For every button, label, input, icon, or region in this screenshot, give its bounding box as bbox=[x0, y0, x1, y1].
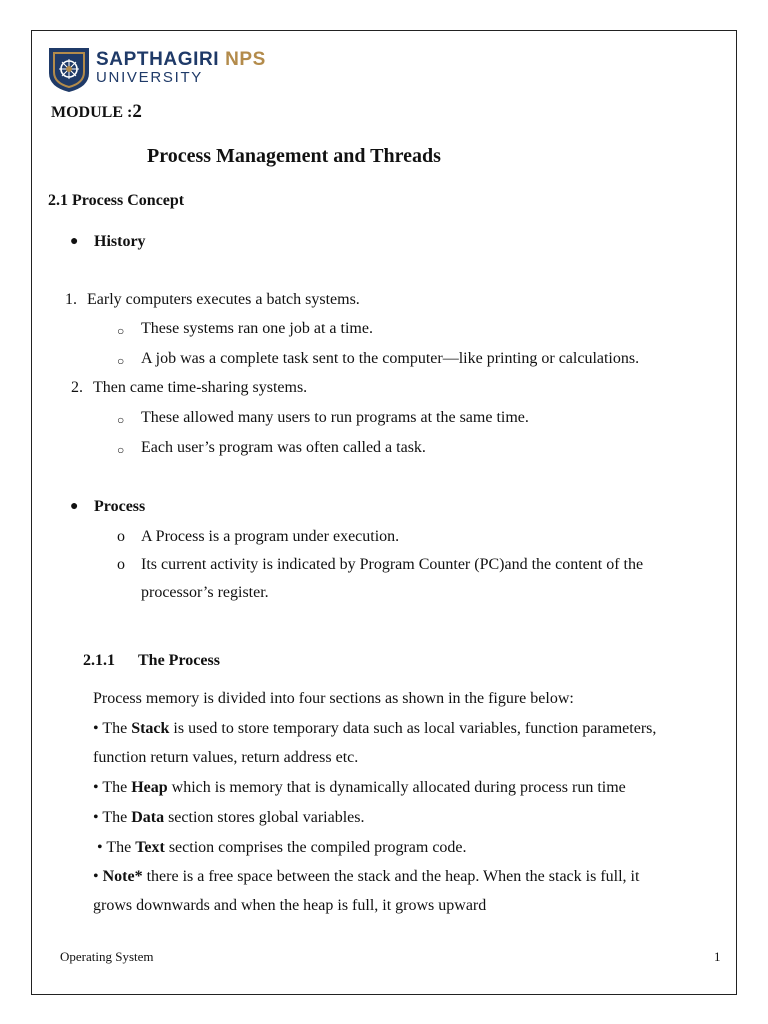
module-number: 2 bbox=[132, 101, 142, 122]
paragraph-stack-continuation: function return values, return address etc. bbox=[93, 749, 359, 766]
bullet-icon: ● bbox=[70, 499, 79, 514]
sub-bullet-icon: ○ bbox=[117, 354, 125, 368]
process-label: Process bbox=[94, 498, 146, 515]
bold-term: Text bbox=[135, 839, 165, 856]
list-item: Its current activity is indicated by Program Counter (PC)and the content of the bbox=[141, 556, 644, 573]
page-title: Process Management and Threads bbox=[147, 145, 441, 167]
university-logo bbox=[46, 45, 286, 95]
footer-course-name: Operating System bbox=[60, 949, 154, 964]
text-run: which is memory that is dynamically allocated during process run time bbox=[167, 779, 626, 796]
list-item-number: 1. bbox=[65, 291, 77, 308]
logo-name-sub: UNIVERSITY bbox=[96, 69, 204, 86]
logo-wordmark bbox=[96, 49, 266, 71]
bold-term: Heap bbox=[131, 779, 168, 796]
text-run: section comprises the compiled program code. bbox=[164, 839, 467, 856]
logo-name-main: SAPTHAGIRI bbox=[96, 49, 220, 70]
text-run: • The bbox=[93, 809, 132, 826]
list-item: A job was a complete task sent to the computer—like printing or calculations. bbox=[141, 350, 640, 367]
text-run: • The bbox=[93, 779, 132, 796]
list-item-continuation: processor’s register. bbox=[141, 584, 269, 601]
text-run: • The bbox=[93, 839, 136, 856]
list-item: Then came time-sharing systems. bbox=[93, 379, 308, 396]
list-item: Each user’s program was often called a task. bbox=[141, 439, 426, 456]
text-run: • bbox=[93, 868, 103, 885]
list-item: Early computers executes a batch systems. bbox=[87, 291, 360, 308]
section-heading-2-1: 2.1 Process Concept bbox=[48, 192, 185, 209]
bullet-icon: ● bbox=[70, 234, 79, 249]
sub-bullet-icon: o bbox=[117, 556, 125, 573]
list-item: A Process is a program under execution. bbox=[141, 528, 400, 545]
paragraph-note bbox=[93, 868, 639, 886]
subsection-number: 2.1.1 bbox=[83, 652, 115, 669]
paragraph-stack bbox=[93, 720, 656, 738]
sub-bullet-icon: ○ bbox=[117, 324, 125, 338]
sub-bullet-icon: o bbox=[117, 528, 125, 545]
footer-page-number: 1 bbox=[714, 949, 721, 964]
subsection-heading: The Process bbox=[138, 652, 220, 669]
bold-term: Stack bbox=[131, 720, 170, 737]
paragraph-data bbox=[93, 809, 364, 827]
text-run: there is a free space between the stack and the heap. When the stack is full, it bbox=[142, 868, 640, 885]
university-crest-icon bbox=[46, 45, 92, 93]
text-run: • The bbox=[93, 720, 132, 737]
text-run: section stores global variables. bbox=[164, 809, 365, 826]
logo-name-accent: NPS bbox=[225, 49, 266, 70]
sub-bullet-icon: ○ bbox=[117, 413, 125, 427]
paragraph-heap bbox=[93, 779, 626, 797]
paragraph-text bbox=[93, 839, 467, 857]
history-label: History bbox=[94, 233, 146, 250]
module-label-text: MODULE : bbox=[51, 104, 133, 121]
paragraph-intro: Process memory is divided into four sections as shown in the figure below: bbox=[93, 690, 574, 707]
sub-bullet-icon: ○ bbox=[117, 443, 125, 457]
text-run: is used to store temporary data such as local variables, function parameters, bbox=[169, 720, 657, 737]
list-item: These systems ran one job at a time. bbox=[141, 320, 373, 337]
bold-term: Data bbox=[131, 809, 165, 826]
paragraph-note-continuation: grows downwards and when the heap is full, it grows upward bbox=[93, 897, 487, 914]
list-item-number: 2. bbox=[71, 379, 83, 396]
list-item: These allowed many users to run programs at the same time. bbox=[141, 409, 529, 426]
bold-term: Note* bbox=[102, 868, 143, 885]
module-label bbox=[51, 101, 142, 123]
